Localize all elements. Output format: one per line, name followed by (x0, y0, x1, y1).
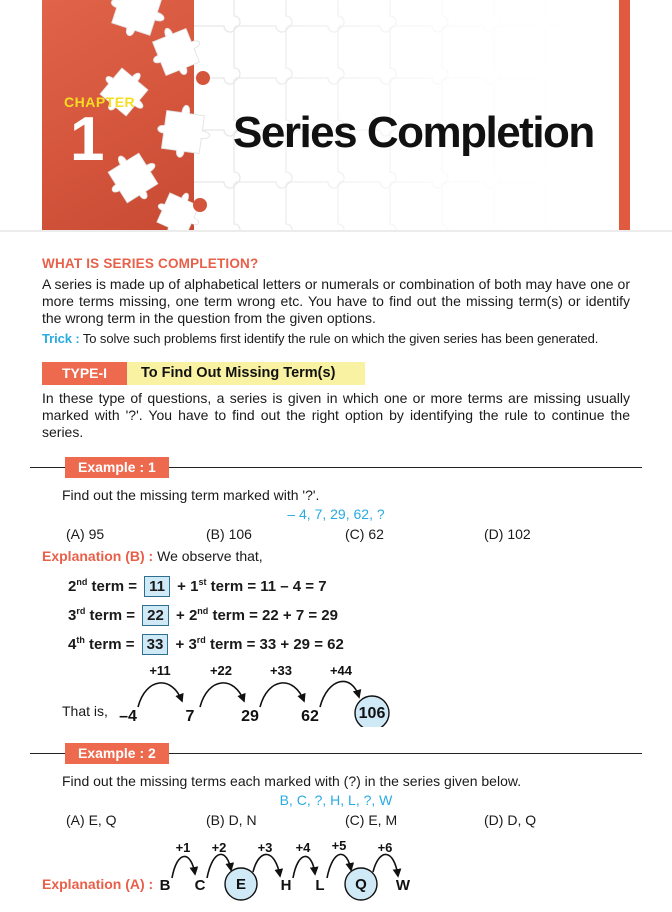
intro-paragraph: A series is made up of alphabetical letters or numerals or combination of both may have one or more terms missing, one term wrong etc. You have to find out the missing term(s) or identify the wrong term in the question from the given options. (42, 276, 630, 326)
delta-label: +11 (149, 663, 171, 678)
example2-divider (30, 743, 642, 765)
series-value: –4 (119, 708, 137, 725)
equation-row: 3rd term = 22 + 2nd term = 22 + 7 = 29 (68, 606, 338, 624)
chapter-header (0, 0, 672, 232)
example1-badge: Example : 1 (65, 457, 169, 478)
option-d: (D) D, Q (484, 812, 537, 828)
option-a: (A) 95 (66, 526, 105, 542)
example1-series: – 4, 7, 29, 62, ? (287, 506, 385, 522)
explanation-label: Explanation (B) : (42, 548, 154, 564)
example1-equations (42, 570, 630, 657)
page-edge-strip (619, 0, 630, 230)
section-heading: WHAT IS SERIES COMPLETION? (42, 256, 259, 271)
number-series-arrow-diagram (108, 661, 418, 727)
delta-label: +6 (377, 840, 393, 855)
type-banner (42, 362, 630, 385)
series-letter: H (280, 877, 292, 894)
delta-label: +33 (269, 663, 292, 678)
series-letter: L (315, 877, 325, 894)
delta-label: +5 (331, 840, 347, 853)
series-value: 62 (301, 708, 319, 725)
trick-text: To solve such problems first identify the rule on which the given series has been generated. (82, 331, 599, 346)
delta-label: +3 (257, 840, 273, 855)
option-b: (B) D, N (206, 812, 257, 828)
example1-diagram-row (42, 661, 630, 727)
letter-series-arrow-diagram (153, 840, 421, 904)
that-is-text: That is, (62, 703, 108, 719)
series-answer-letter: Q (355, 876, 368, 893)
delta-label: +1 (175, 840, 191, 855)
highlight-box: 33 (142, 634, 169, 655)
delta-label: +2 (211, 840, 227, 855)
series-answer-value: 106 (358, 705, 386, 722)
delta-label: +44 (329, 663, 352, 678)
chapter-label: CHAPTER (64, 94, 136, 110)
example2-explanation-row (42, 840, 630, 904)
series-letter: W (396, 877, 411, 894)
series-value: 7 (185, 708, 195, 725)
example1-explanation (42, 548, 630, 564)
chapter-number: 1 (70, 105, 105, 174)
example2-options (42, 812, 630, 828)
series-value: 29 (241, 708, 259, 725)
delta-label: +22 (209, 663, 232, 678)
example1-divider (30, 457, 642, 479)
series-answer-letter: E (236, 876, 247, 893)
explanation-label: Explanation (A) : (42, 876, 154, 892)
type-badge: TYPE-I (42, 362, 127, 385)
equation-row: 4th term = 33 + 3rd term = 33 + 29 = 62 (68, 635, 344, 653)
highlight-box: 22 (142, 605, 169, 626)
delta-label: +4 (295, 840, 311, 855)
example2-series: B, C, ?, H, L, ?, W (279, 792, 393, 808)
explanation-intro: We observe that, (157, 548, 263, 564)
highlight-box: 11 (144, 576, 170, 597)
option-b: (B) 106 (206, 526, 252, 542)
series-letter: B (159, 877, 171, 894)
equation-row: 2nd term = 11 + 1st term = 11 – 4 = 7 (68, 577, 327, 595)
page-title: Series Completion (233, 108, 594, 157)
trick-label: Trick : (42, 331, 80, 346)
type-paragraph: In these type of questions, a series is given in which one or more terms are missing usually marked with '?'. You have to find out the right option by identifying the rule to continue the series. (42, 390, 630, 440)
example1-question: Find out the missing term marked with '?'. (62, 487, 320, 503)
type-title: To Find Out Missing Term(s) (127, 362, 365, 385)
example2-badge: Example : 2 (65, 743, 169, 764)
example2-question: Find out the missing terms each marked with (?) in the series given below. (62, 773, 522, 789)
series-letter: C (194, 877, 206, 894)
trick-line (42, 330, 630, 347)
option-c: (C) 62 (345, 526, 384, 542)
option-d: (D) 102 (484, 526, 531, 542)
option-a: (A) E, Q (66, 812, 117, 828)
example1-options (42, 526, 630, 542)
option-c: (C) E, M (345, 812, 398, 828)
page-content (0, 256, 672, 904)
